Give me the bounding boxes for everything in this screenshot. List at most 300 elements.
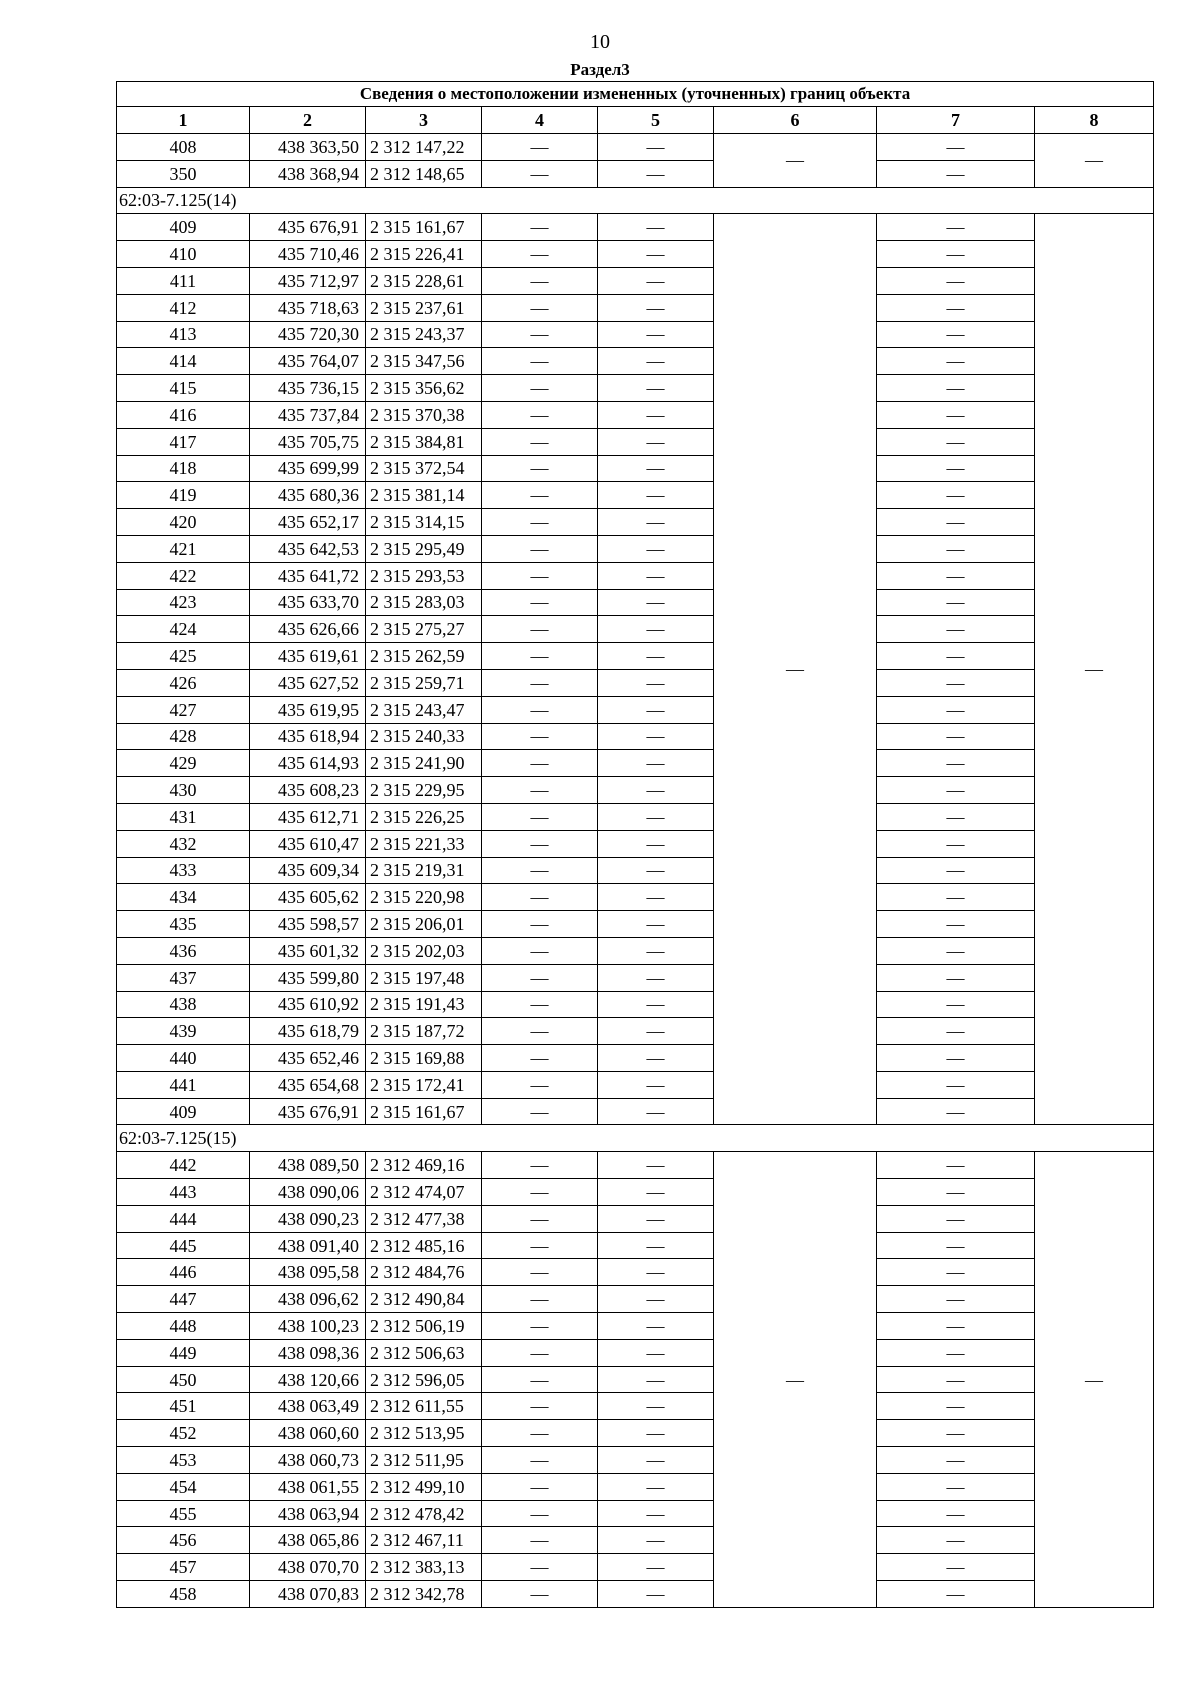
point-number: 350 [117, 160, 250, 187]
table-row [117, 1500, 1154, 1527]
table-row [117, 723, 1154, 750]
coord-y: 2 312 469,16 [366, 1152, 482, 1179]
table-row [117, 294, 1154, 321]
col7-dash: — [877, 1581, 1035, 1608]
coord-y: 2 315 237,61 [366, 294, 482, 321]
coord-x: 438 090,23 [250, 1205, 366, 1232]
col5-dash: — [598, 160, 714, 187]
coord-x: 438 070,83 [250, 1581, 366, 1608]
point-number: 426 [117, 669, 250, 696]
col4-dash: — [482, 750, 598, 777]
col5-dash: — [598, 1393, 714, 1420]
coord-x: 438 089,50 [250, 1152, 366, 1179]
col7-dash: — [877, 1286, 1035, 1313]
col7-dash: — [877, 321, 1035, 348]
coord-x: 435 605,62 [250, 884, 366, 911]
coord-y: 2 315 347,56 [366, 348, 482, 375]
coord-y: 2 315 206,01 [366, 911, 482, 938]
point-number: 450 [117, 1366, 250, 1393]
column-number: 2 [250, 107, 366, 134]
col5-dash: — [598, 723, 714, 750]
table-row [117, 803, 1154, 830]
col5-dash: — [598, 1313, 714, 1340]
col7-dash: — [877, 777, 1035, 804]
point-number: 438 [117, 991, 250, 1018]
coord-y: 2 312 485,16 [366, 1232, 482, 1259]
column-number: 5 [598, 107, 714, 134]
col4-dash: — [482, 1473, 598, 1500]
col7-dash: — [877, 911, 1035, 938]
col7-dash: — [877, 1179, 1035, 1206]
table-row [117, 348, 1154, 375]
coord-x: 435 627,52 [250, 669, 366, 696]
point-number: 451 [117, 1393, 250, 1420]
point-number: 441 [117, 1071, 250, 1098]
point-number: 454 [117, 1473, 250, 1500]
point-number: 427 [117, 696, 250, 723]
col4-dash: — [482, 1447, 598, 1474]
coord-x: 435 619,95 [250, 696, 366, 723]
coord-y: 2 312 383,13 [366, 1554, 482, 1581]
table-row [117, 1447, 1154, 1474]
col5-dash: — [598, 348, 714, 375]
col4-dash: — [482, 321, 598, 348]
table-row [117, 1581, 1154, 1608]
coord-y: 2 315 243,47 [366, 696, 482, 723]
table-row [117, 643, 1154, 670]
col5-dash: — [598, 1339, 714, 1366]
col5-dash: — [598, 214, 714, 241]
col4-dash: — [482, 428, 598, 455]
table-row [117, 321, 1154, 348]
col5-dash: — [598, 696, 714, 723]
coord-x: 435 676,91 [250, 1098, 366, 1125]
col7-dash: — [877, 241, 1035, 268]
col6-merged-dash: — [714, 134, 877, 188]
coord-y: 2 315 221,33 [366, 830, 482, 857]
group-header-row [117, 187, 1154, 214]
col5-dash: — [598, 1232, 714, 1259]
table-row [117, 375, 1154, 402]
point-number: 417 [117, 428, 250, 455]
col8-merged-dash: — [1035, 134, 1154, 188]
column-number: 4 [482, 107, 598, 134]
table-row [117, 509, 1154, 536]
column-number-row [117, 107, 1154, 134]
col7-dash: — [877, 1393, 1035, 1420]
point-number: 418 [117, 455, 250, 482]
col7-dash: — [877, 1152, 1035, 1179]
coord-y: 2 315 262,59 [366, 643, 482, 670]
col4-dash: — [482, 1581, 598, 1608]
coord-x: 435 598,57 [250, 911, 366, 938]
coord-x: 435 626,66 [250, 616, 366, 643]
point-number: 456 [117, 1527, 250, 1554]
col4-dash: — [482, 643, 598, 670]
col5-dash: — [598, 1152, 714, 1179]
coord-x: 438 070,70 [250, 1554, 366, 1581]
point-number: 411 [117, 267, 250, 294]
point-number: 409 [117, 214, 250, 241]
table-row [117, 857, 1154, 884]
col7-dash: — [877, 455, 1035, 482]
point-number: 429 [117, 750, 250, 777]
col7-dash: — [877, 616, 1035, 643]
col7-dash: — [877, 750, 1035, 777]
col5-dash: — [598, 134, 714, 161]
coord-y: 2 315 243,37 [366, 321, 482, 348]
col4-dash: — [482, 937, 598, 964]
column-number: 3 [366, 107, 482, 134]
page-number: 10 [590, 31, 610, 53]
coord-y: 2 315 229,95 [366, 777, 482, 804]
col7-dash: — [877, 401, 1035, 428]
col5-dash: — [598, 589, 714, 616]
coord-y: 2 315 384,81 [366, 428, 482, 455]
col4-dash: — [482, 991, 598, 1018]
table-row [117, 401, 1154, 428]
col4-dash: — [482, 616, 598, 643]
point-number: 419 [117, 482, 250, 509]
coord-y: 2 312 611,55 [366, 1393, 482, 1420]
point-number: 431 [117, 803, 250, 830]
point-number: 409 [117, 1098, 250, 1125]
point-number: 437 [117, 964, 250, 991]
table-row [117, 1179, 1154, 1206]
table-row [117, 562, 1154, 589]
table-row [117, 1554, 1154, 1581]
col5-dash: — [598, 428, 714, 455]
col4-dash: — [482, 696, 598, 723]
col4-dash: — [482, 375, 598, 402]
table-row [117, 830, 1154, 857]
col8-merged-dash: — [1035, 214, 1154, 1125]
col4-dash: — [482, 160, 598, 187]
col7-dash: — [877, 1018, 1035, 1045]
coord-y: 2 312 148,65 [366, 160, 482, 187]
point-number: 432 [117, 830, 250, 857]
point-number: 410 [117, 241, 250, 268]
col4-dash: — [482, 1045, 598, 1072]
coord-x: 435 642,53 [250, 535, 366, 562]
col4-dash: — [482, 1286, 598, 1313]
point-number: 414 [117, 348, 250, 375]
coord-y: 2 315 220,98 [366, 884, 482, 911]
coord-y: 2 315 172,41 [366, 1071, 482, 1098]
point-number: 452 [117, 1420, 250, 1447]
table-row [117, 750, 1154, 777]
col7-dash: — [877, 643, 1035, 670]
col4-dash: — [482, 1205, 598, 1232]
col7-dash: — [877, 1313, 1035, 1340]
table-row [117, 241, 1154, 268]
point-number: 428 [117, 723, 250, 750]
coord-x: 435 609,34 [250, 857, 366, 884]
table-row [117, 1366, 1154, 1393]
col7-dash: — [877, 348, 1035, 375]
coord-y: 2 315 314,15 [366, 509, 482, 536]
col7-dash: — [877, 1420, 1035, 1447]
col4-dash: — [482, 1527, 598, 1554]
coord-x: 438 063,94 [250, 1500, 366, 1527]
table-row [117, 1205, 1154, 1232]
col4-dash: — [482, 1500, 598, 1527]
col5-dash: — [598, 1205, 714, 1232]
col5-dash: — [598, 455, 714, 482]
coord-x: 435 612,71 [250, 803, 366, 830]
col4-dash: — [482, 535, 598, 562]
coord-y: 2 312 513,95 [366, 1420, 482, 1447]
col4-dash: — [482, 241, 598, 268]
table-row [117, 1259, 1154, 1286]
col7-dash: — [877, 1447, 1035, 1474]
col7-dash: — [877, 1554, 1035, 1581]
coord-y: 2 315 161,67 [366, 1098, 482, 1125]
col4-dash: — [482, 1259, 598, 1286]
coord-x: 435 718,63 [250, 294, 366, 321]
coord-x: 435 633,70 [250, 589, 366, 616]
coord-y: 2 312 499,10 [366, 1473, 482, 1500]
col4-dash: — [482, 911, 598, 938]
col4-dash: — [482, 723, 598, 750]
col7-dash: — [877, 830, 1035, 857]
col5-dash: — [598, 911, 714, 938]
col7-dash: — [877, 214, 1035, 241]
table-row [117, 1473, 1154, 1500]
col7-dash: — [877, 428, 1035, 455]
coord-x: 435 705,75 [250, 428, 366, 455]
col5-dash: — [598, 1420, 714, 1447]
col7-dash: — [877, 160, 1035, 187]
col7-dash: — [877, 375, 1035, 402]
point-number: 447 [117, 1286, 250, 1313]
coord-x: 438 100,23 [250, 1313, 366, 1340]
point-number: 420 [117, 509, 250, 536]
coord-x: 435 710,46 [250, 241, 366, 268]
col5-dash: — [598, 857, 714, 884]
col5-dash: — [598, 1500, 714, 1527]
col5-dash: — [598, 1473, 714, 1500]
point-number: 457 [117, 1554, 250, 1581]
coord-x: 435 608,23 [250, 777, 366, 804]
coord-y: 2 315 241,90 [366, 750, 482, 777]
point-number: 448 [117, 1313, 250, 1340]
col5-dash: — [598, 1286, 714, 1313]
point-number: 412 [117, 294, 250, 321]
col7-dash: — [877, 964, 1035, 991]
coord-y: 2 312 506,19 [366, 1313, 482, 1340]
col5-dash: — [598, 777, 714, 804]
coord-x: 435 676,91 [250, 214, 366, 241]
col4-dash: — [482, 1098, 598, 1125]
col5-dash: — [598, 482, 714, 509]
coord-x: 435 652,17 [250, 509, 366, 536]
col4-dash: — [482, 803, 598, 830]
col4-dash: — [482, 777, 598, 804]
col4-dash: — [482, 669, 598, 696]
coord-x: 435 618,94 [250, 723, 366, 750]
point-number: 430 [117, 777, 250, 804]
coord-y: 2 312 596,05 [366, 1366, 482, 1393]
coord-x: 435 764,07 [250, 348, 366, 375]
col7-dash: — [877, 1071, 1035, 1098]
col6-merged-dash: — [714, 214, 877, 1125]
col7-dash: — [877, 696, 1035, 723]
coord-x: 435 599,80 [250, 964, 366, 991]
col7-dash: — [877, 509, 1035, 536]
col4-dash: — [482, 857, 598, 884]
coord-x: 438 363,50 [250, 134, 366, 161]
col4-dash: — [482, 1232, 598, 1259]
coord-x: 438 368,94 [250, 160, 366, 187]
col5-dash: — [598, 1098, 714, 1125]
coord-x: 435 737,84 [250, 401, 366, 428]
coord-y: 2 315 356,62 [366, 375, 482, 402]
col7-dash: — [877, 535, 1035, 562]
col5-dash: — [598, 991, 714, 1018]
coord-y: 2 315 187,72 [366, 1018, 482, 1045]
coord-y: 2 315 370,38 [366, 401, 482, 428]
coord-x: 435 680,36 [250, 482, 366, 509]
col4-dash: — [482, 214, 598, 241]
point-number: 435 [117, 911, 250, 938]
point-number: 453 [117, 1447, 250, 1474]
table-row [117, 696, 1154, 723]
col4-dash: — [482, 884, 598, 911]
coord-x: 435 652,46 [250, 1045, 366, 1072]
col7-dash: — [877, 267, 1035, 294]
col5-dash: — [598, 1447, 714, 1474]
col5-dash: — [598, 669, 714, 696]
table-row [117, 1420, 1154, 1447]
col7-dash: — [877, 294, 1035, 321]
col4-dash: — [482, 1313, 598, 1340]
coord-y: 2 315 293,53 [366, 562, 482, 589]
column-number: 8 [1035, 107, 1154, 134]
col5-dash: — [598, 294, 714, 321]
table-row [117, 267, 1154, 294]
col7-dash: — [877, 134, 1035, 161]
coord-x: 435 641,72 [250, 562, 366, 589]
coord-y: 2 312 484,76 [366, 1259, 482, 1286]
col7-dash: — [877, 589, 1035, 616]
table-row [117, 777, 1154, 804]
col4-dash: — [482, 1420, 598, 1447]
col4-dash: — [482, 1366, 598, 1393]
col5-dash: — [598, 750, 714, 777]
coord-x: 435 614,93 [250, 750, 366, 777]
col5-dash: — [598, 1045, 714, 1072]
coord-x: 438 095,58 [250, 1259, 366, 1286]
col5-dash: — [598, 884, 714, 911]
table-row [117, 1313, 1154, 1340]
coord-y: 2 315 259,71 [366, 669, 482, 696]
coord-y: 2 312 477,38 [366, 1205, 482, 1232]
col4-dash: — [482, 294, 598, 321]
col7-dash: — [877, 482, 1035, 509]
table-row [117, 482, 1154, 509]
coordinates-table [116, 81, 1154, 1608]
table-row [117, 214, 1154, 241]
col4-dash: — [482, 482, 598, 509]
col5-dash: — [598, 241, 714, 268]
column-number: 6 [714, 107, 877, 134]
table-row [117, 1071, 1154, 1098]
point-number: 422 [117, 562, 250, 589]
col5-dash: — [598, 643, 714, 670]
table-title-row [117, 82, 1154, 107]
coord-y: 2 315 275,27 [366, 616, 482, 643]
table-row [117, 1286, 1154, 1313]
table-row [117, 1527, 1154, 1554]
coord-x: 435 699,99 [250, 455, 366, 482]
coord-x: 438 091,40 [250, 1232, 366, 1259]
col5-dash: — [598, 1259, 714, 1286]
coord-x: 438 063,49 [250, 1393, 366, 1420]
col5-dash: — [598, 562, 714, 589]
coord-y: 2 315 197,48 [366, 964, 482, 991]
point-number: 436 [117, 937, 250, 964]
coord-y: 2 315 169,88 [366, 1045, 482, 1072]
coord-y: 2 315 295,49 [366, 535, 482, 562]
coord-y: 2 315 228,61 [366, 267, 482, 294]
col7-dash: — [877, 1500, 1035, 1527]
point-number: 415 [117, 375, 250, 402]
col4-dash: — [482, 1393, 598, 1420]
coord-x: 435 720,30 [250, 321, 366, 348]
col5-dash: — [598, 1581, 714, 1608]
coord-y: 2 315 191,43 [366, 991, 482, 1018]
col5-dash: — [598, 1018, 714, 1045]
col4-dash: — [482, 830, 598, 857]
col4-dash: — [482, 589, 598, 616]
col7-dash: — [877, 1205, 1035, 1232]
table-row [117, 589, 1154, 616]
coord-x: 435 618,79 [250, 1018, 366, 1045]
col5-dash: — [598, 509, 714, 536]
col4-dash: — [482, 1339, 598, 1366]
point-number: 458 [117, 1581, 250, 1608]
coord-y: 2 315 372,54 [366, 455, 482, 482]
point-number: 439 [117, 1018, 250, 1045]
coord-y: 2 315 219,31 [366, 857, 482, 884]
point-number: 446 [117, 1259, 250, 1286]
coord-x: 438 065,86 [250, 1527, 366, 1554]
col4-dash: — [482, 267, 598, 294]
coord-x: 435 610,47 [250, 830, 366, 857]
point-number: 440 [117, 1045, 250, 1072]
section-title: Раздел3 [570, 60, 630, 79]
coord-x: 438 060,73 [250, 1447, 366, 1474]
col5-dash: — [598, 964, 714, 991]
point-number: 434 [117, 884, 250, 911]
column-number: 7 [877, 107, 1035, 134]
col4-dash: — [482, 1152, 598, 1179]
table-row [117, 535, 1154, 562]
coord-y: 2 315 283,03 [366, 589, 482, 616]
coord-y: 2 312 511,95 [366, 1447, 482, 1474]
col5-dash: — [598, 1527, 714, 1554]
point-number: 425 [117, 643, 250, 670]
col7-dash: — [877, 1339, 1035, 1366]
col7-dash: — [877, 562, 1035, 589]
point-number: 421 [117, 535, 250, 562]
table-row [117, 1098, 1154, 1125]
col5-dash: — [598, 1071, 714, 1098]
coord-x: 435 736,15 [250, 375, 366, 402]
table-row [117, 1393, 1154, 1420]
col7-dash: — [877, 1259, 1035, 1286]
